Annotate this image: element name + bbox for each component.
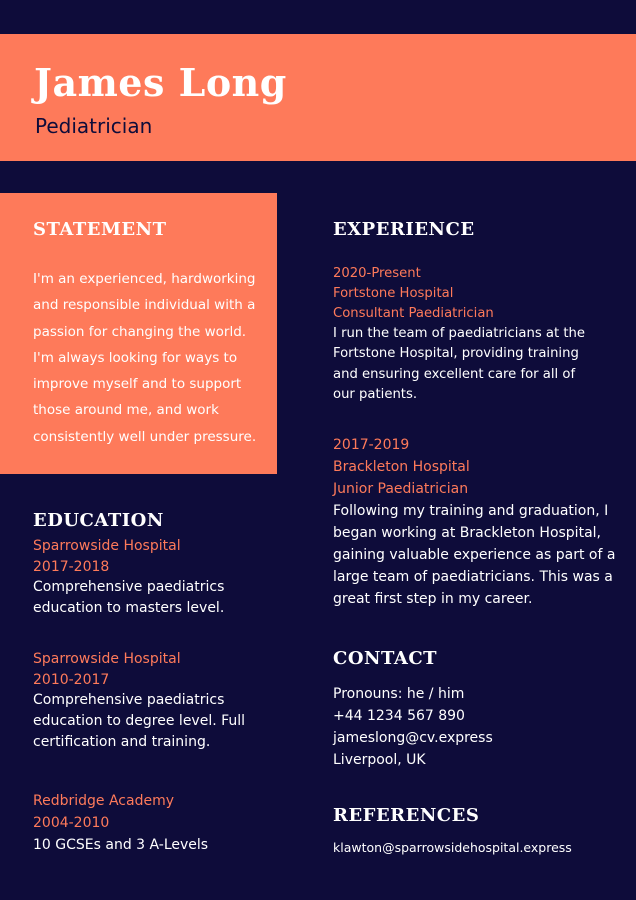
experience-description: I run the team of paediatricians at the Fortstone Hospital, providing training and ensuring excellent care for all of our patients.: [333, 326, 585, 402]
experience-description: Following my training and graduation, I began working at Brackleton Hospital, gaining valuable experience as part of a large team of paediatricians. This was a great first step in my career.: [333, 503, 616, 607]
education-dates: 2017-2018: [33, 559, 110, 575]
candidate-role: Pediatrician: [35, 114, 153, 138]
education-description: Comprehensive paediatrics education to degree level. Full certification and training.: [33, 692, 246, 750]
experience-position: Consultant Paediatrician: [333, 306, 494, 321]
statement-heading: STATEMENT: [33, 219, 167, 240]
contact-heading: CONTACT: [333, 648, 438, 669]
experience-dates: 2017-2019: [333, 437, 410, 453]
education-description: Comprehensive paediatrics education to masters level.: [33, 579, 225, 616]
contact-location: Liverpool, UK: [333, 752, 426, 768]
candidate-name: James Long: [34, 60, 287, 105]
references-heading: REFERENCES: [333, 805, 480, 826]
education-institution: Sparrowside Hospital: [33, 538, 181, 554]
experience-employer: Fortstone Hospital: [333, 286, 454, 301]
contact-pronouns: Pronouns: he / him: [333, 686, 465, 702]
header-banner: [0, 34, 636, 161]
experience-heading: EXPERIENCE: [333, 219, 475, 240]
education-dates: 2004-2010: [33, 815, 110, 831]
statement-text: I'm an experienced, hardworking and responsible individual with a passion for changing the world. I'm always looking for ways to improve myself and to support those around me, and work consistently well under pressure.: [33, 271, 257, 445]
education-institution: Redbridge Academy: [33, 793, 174, 809]
experience-dates: 2020-Present: [333, 266, 421, 281]
reference-email: klawton@sparrowsidehospital.express: [333, 840, 572, 855]
contact-email: jameslong@cv.express: [333, 730, 493, 746]
experience-position: Junior Paediatrician: [333, 481, 469, 497]
education-description: 10 GCSEs and 3 A-Levels: [33, 837, 209, 853]
education-institution: Sparrowside Hospital: [33, 651, 181, 667]
contact-phone: +44 1234 567 890: [333, 708, 465, 724]
experience-employer: Brackleton Hospital: [333, 459, 470, 475]
education-dates: 2010-2017: [33, 672, 110, 688]
education-heading: EDUCATION: [33, 510, 164, 531]
